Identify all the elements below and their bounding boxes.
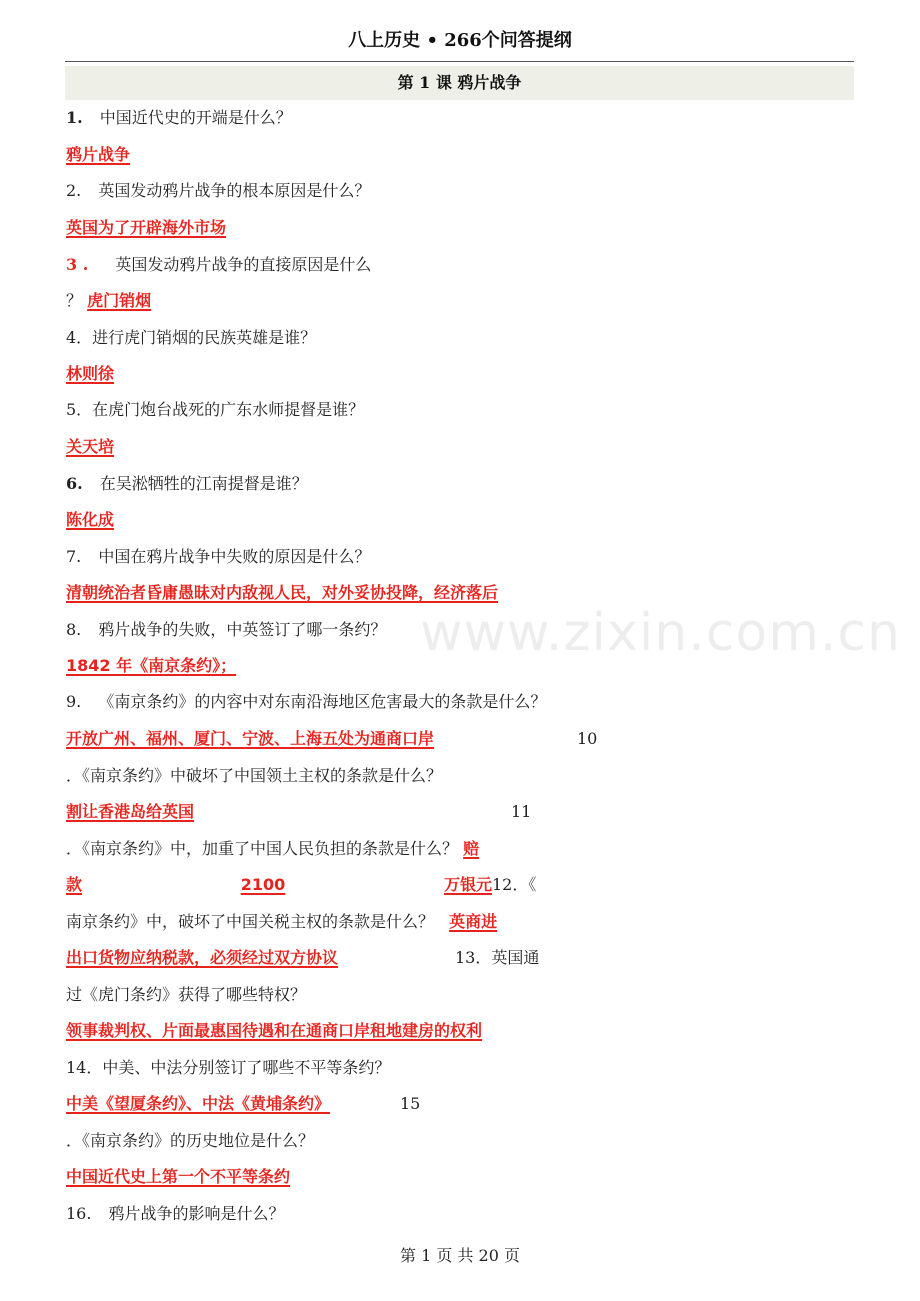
answer-text: 割让香港岛给英国 [66,802,195,821]
question-text: 南京条约》中，破坏了中国关税主权的条款是什么？ [66,912,435,931]
question-2 [66,179,370,203]
question-text: 5．在虎门炮台战死的广东水师提督是谁？ [66,400,365,419]
question-number: 3 . [66,255,89,274]
question-continuation: ？ [66,291,83,310]
answer-text-part: 万银元 [443,875,492,894]
question-12 [66,910,497,934]
answer-text: 出口货物应纳税款，必须经过双方协议 [66,948,339,967]
question-number: 9. [66,692,82,711]
question-text: 14．中美、中法分别签订了哪些不平等条约？ [66,1058,391,1077]
answer-7 [66,581,498,605]
question-number: 2. [66,181,82,200]
answer-text: 鸦片战争 [66,145,131,164]
answer-amount: 2100 [240,875,286,894]
question-number: 16. [66,1204,92,1223]
question-9 [66,690,546,714]
answer-text: 英国为了开辟海外市场 [66,218,227,237]
question-15-number: 15 [400,1094,421,1113]
question-4 [66,326,316,350]
answer-11 [66,873,492,897]
answer-3 [66,289,151,313]
question-text: ．《南京条约》的历史地位是什么？ [66,1131,315,1150]
question-text: 中国近代史的开端是什么？ [99,108,292,127]
answer-text: 开放广州、福州、厦门、宁波、上海五处为通商口岸 [66,729,435,748]
question-text: 《南京条约》的内容中对东南沿海地区危害最大的条款是什么？ [98,692,547,711]
answer-text: 领事裁判权、片面最惠国待遇和在通商口岸租地建房的权利 [66,1021,483,1040]
answer-2 [66,216,226,240]
answer-6 [66,508,114,532]
watermark: www.zixin.com.cn [420,603,901,663]
answer-13 [66,1019,482,1043]
question-10-number: 10 [577,729,598,748]
answer-text: 中国近代史上第一个不平等条约 [66,1167,291,1186]
question-text: 4．进行虎门销烟的民族英雄是谁？ [66,328,317,347]
question-5 [66,398,364,422]
question-14 [66,1056,390,1080]
answer-1 [66,143,130,167]
question-text: 英国发动鸦片战争的直接原因是什么 [115,255,372,274]
question-7 [66,545,370,569]
question-number: 7. [66,547,82,566]
question-number: 8. [66,620,82,639]
lesson-heading: 第 1 课 鸦片战争 [65,66,854,100]
answer-14 [66,1092,330,1116]
answer-text: 清朝统治者昏庸愚昧对内敌视人民，对外妥协投降，经济落后 [66,583,499,602]
answer-9 [66,727,434,751]
question-3 [66,253,371,277]
question-12-number: 12．《 [492,875,537,894]
question-11 [66,837,479,861]
question-text: ．《南京条约》中，加重了中国人民负担的条款是什么？ [66,839,459,858]
answer-text-start: 赔 [463,839,480,858]
question-text: 鸦片战争的失败，中英签订了哪一条约？ [98,620,387,639]
question-number: 6. [66,474,83,493]
question-10 [66,764,442,788]
question-text: 过《虎门条约》获得了哪些特权？ [66,985,307,1004]
question-8 [66,618,386,642]
question-text: 中国在鸦片战争中失败的原因是什么？ [98,547,371,566]
answer-12 [66,946,338,970]
answer-text-part: 款 [66,875,83,894]
question-15 [66,1129,314,1153]
question-text: 鸦片战争的影响是什么？ [108,1204,285,1223]
answer-text: 林则徐 [66,364,115,383]
answer-8 [66,654,236,678]
answer-text-start: 英商进 [449,912,498,931]
answer-text: 陈化成 [66,510,115,529]
question-text: ．《南京条约》中破坏了中国领土主权的条款是什么？ [66,766,443,785]
question-13-number: 13．英国通 [455,948,540,967]
answer-15 [66,1165,290,1189]
question-number: 1. [66,108,83,127]
title-divider [65,61,854,62]
answer-10 [66,800,194,824]
answer-text: 虎门销烟 [87,291,152,310]
question-13 [66,983,306,1007]
answer-text: 关天培 [66,437,115,456]
question-16 [66,1202,285,1226]
answer-text: 中美《望厦条约》、中法《黄埔条约》 [66,1094,331,1113]
question-6 [66,472,308,496]
question-1 [66,106,292,130]
answer-text: 1842 年《南京条约》； [66,656,237,675]
document-title: 八上历史 • 266个问答提纲 [348,30,572,51]
answer-4 [66,362,114,386]
page-footer: 第 1 页 共 20 页 [400,1246,520,1265]
answer-5 [66,435,114,459]
question-text: 英国发动鸦片战争的根本原因是什么？ [98,181,371,200]
question-11-number: 11 [511,802,532,821]
question-text: 在吴淞牺牲的江南提督是谁？ [99,474,308,493]
